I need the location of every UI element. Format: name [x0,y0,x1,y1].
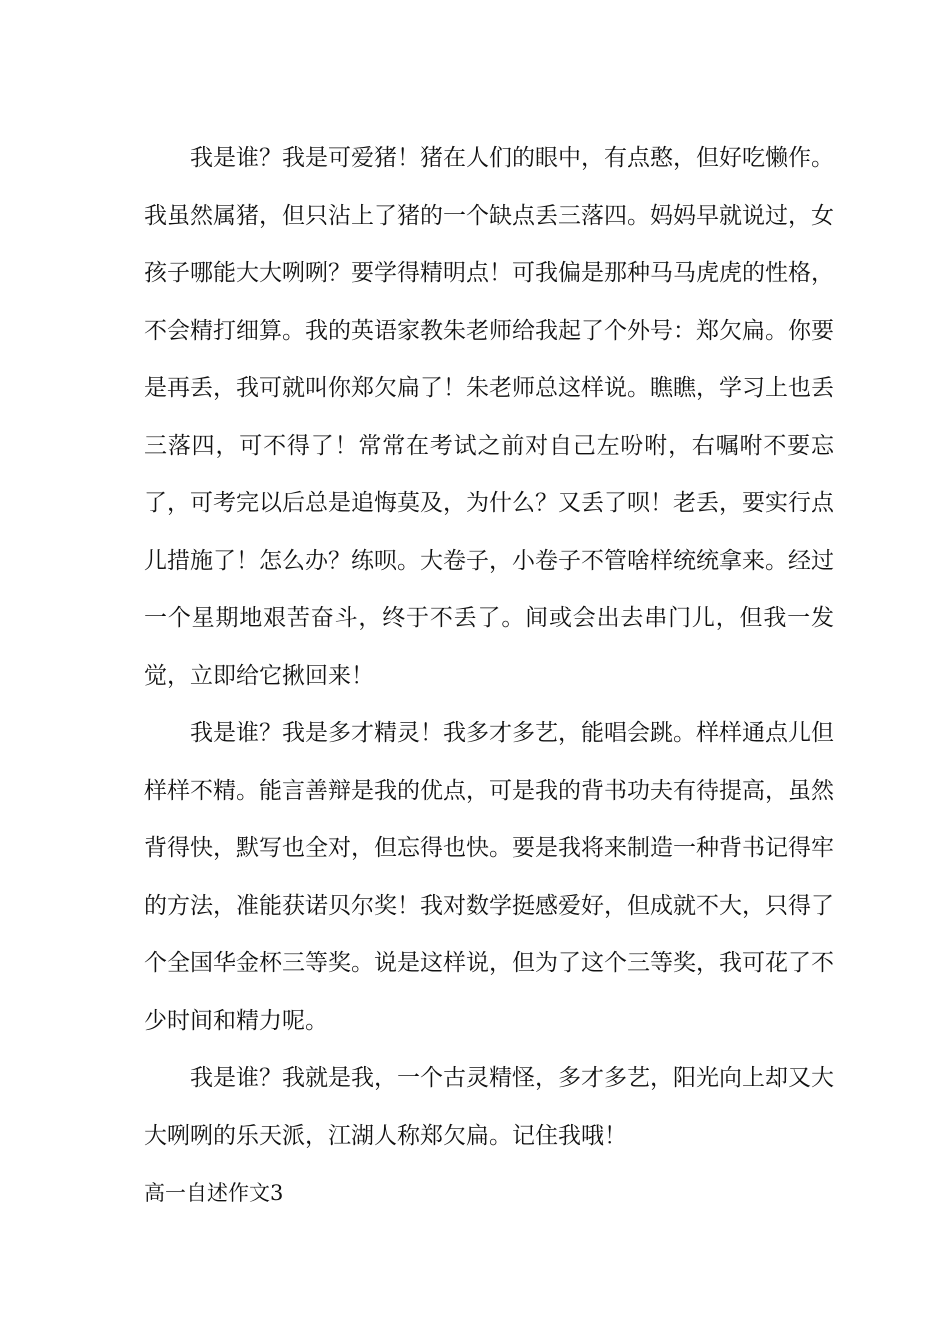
paragraph-2: 我是谁？我是多才精灵！我多才多艺，能唱会跳。样样通点儿但样样不精。能言善辩是我的优点，可是我的背书功夫有待提高，虽然背得快，默写也全对，但忘得也快。要是我将来制造一种背书记得牢的方法，准能获诺贝尔奖！我对数学挺感爱好，但成就不大，只得了个全国华金杯三等奖。说是这样说，但为了这个三等奖，我可花了不少时间和精力呢。 [144,720,834,1034]
paragraph-1: 我是谁？我是可爱猪！猪在人们的眼中，有点憨，但好吃懒作。我虽然属猪，但只沾上了猪的一个缺点丢三落四。妈妈早就说过，女孩子哪能大大咧咧？要学得精明点！可我偏是那种马马虎虎的性格，不会精打细算。我的英语家教朱老师给我起了个外号：郑欠扁。你要是再丢，我可就叫你郑欠扁了！朱老师总这样说。瞧瞧，学习上也丢三落四，可不得了！常常在考试之前对自己左吩咐，右嘱咐不要忘了，可考完以后总是追悔莫及，为什么？又丢了呗！老丢，要实行点儿措施了！怎么办？练呗。大卷子，小卷子不管啥样统统拿来。经过一个星期地艰苦奋斗，终于不丢了。间或会出去串门儿，但我一发觉，立即给它揪回来！ [144,145,834,689]
next-essay-title: 高一自述作文3 [144,1181,284,1205]
essay-body [144,130,834,1223]
paragraph-3: 我是谁？我就是我，一个古灵精怪，多才多艺，阳光向上却又大大咧咧的乐天派，江湖人称郑欠扁。记住我哦！ [144,1065,834,1149]
